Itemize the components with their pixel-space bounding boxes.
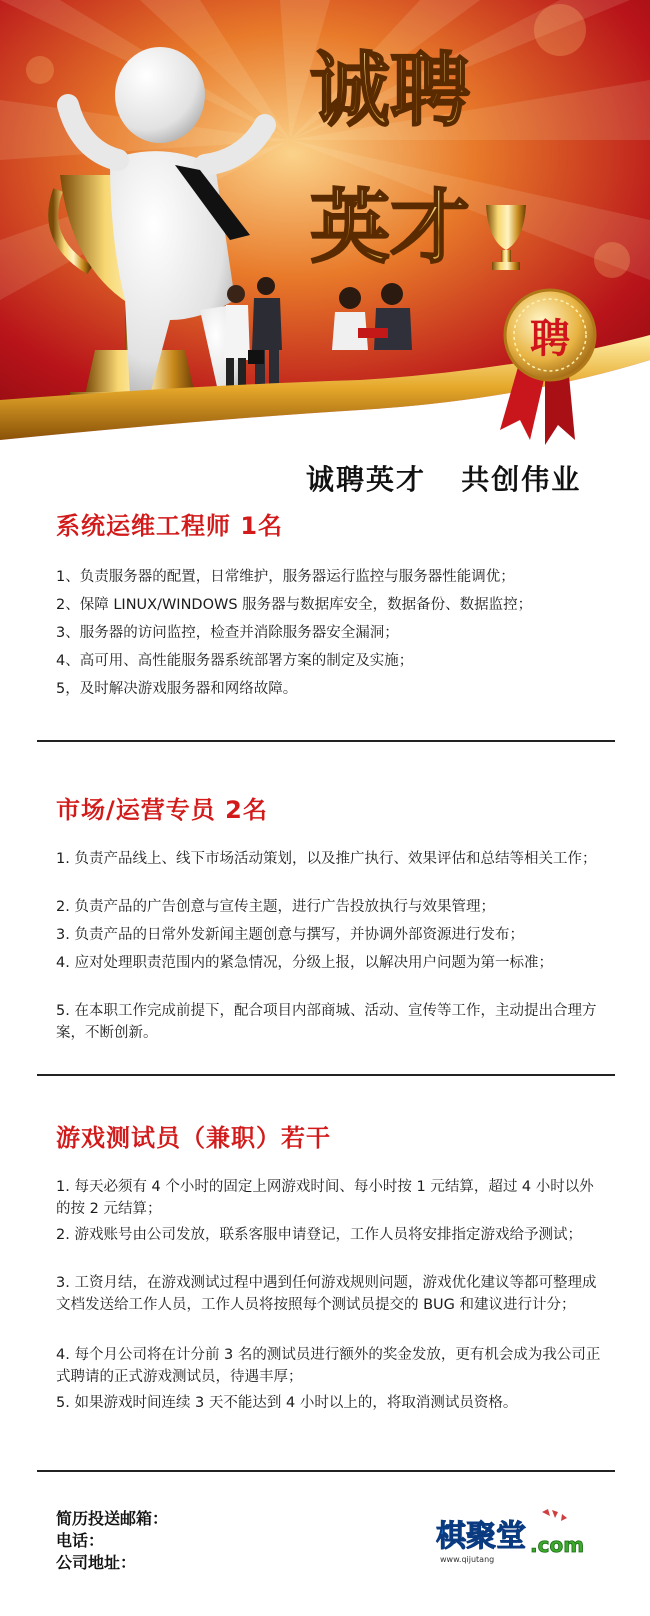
- list-item: 3. 工资月结，在游戏测试过程中遇到任何游戏规则问题，游戏优化建议等都可整理成文档发送给工作人员，工作人员将按照每个测试员提交的 BUG 和建议进行计分；: [56, 1275, 597, 1313]
- section-title-ops-engineer: 系统运维工程师 1名: [56, 512, 284, 540]
- list-item: 4. 每个月公司将在计分前 3 名的测试员进行额外的奖金发放，更有机会成为我公司正式聘请的正式游戏测试员，待遇丰厚；: [56, 1347, 601, 1385]
- list-item: 2. 游戏账号由公司发放，联系客服申请登记，工作人员将安排指定游戏给予测试；: [56, 1227, 582, 1243]
- divider: [37, 1470, 615, 1472]
- divider: [37, 1074, 615, 1076]
- list-item: 2、保障 LINUX/WINDOWS 服务器与数据库安全，数据备份、数据监控；: [56, 597, 533, 613]
- contact-phone-label: 电话：: [56, 1531, 105, 1550]
- list-item: 5. 如果游戏时间连续 3 天不能达到 4 小时以上的，将取消测试员资格。: [56, 1395, 518, 1411]
- hero-banner: [0, 0, 650, 520]
- divider: [37, 740, 615, 742]
- list-item: 5，及时解决游戏服务器和网络故障。: [56, 681, 298, 697]
- hero-artwork: [0, 0, 650, 520]
- list-item: 1、负责服务器的配置，日常维护，服务器运行监控与服务器性能调优；: [56, 569, 515, 585]
- contact-email-label: 简历投送邮箱：: [56, 1509, 169, 1528]
- list-item: 2. 负责产品的广告创意与宣传主题，进行广告投放执行与效果管理；: [56, 899, 495, 915]
- list-item: 3、服务器的访问监控，检查并消除服务器安全漏洞；: [56, 625, 399, 641]
- company-logo: [434, 1508, 594, 1568]
- logo-name: 棋聚堂: [436, 1519, 526, 1554]
- list-item: 1. 负责产品线上、线下市场活动策划，以及推广执行、效果评估和总结等相关工作；: [56, 851, 597, 867]
- slogan: 诚聘英才 共创伟业: [306, 463, 582, 496]
- list-item: 4、高可用、高性能服务器系统部署方案的制定及实施；: [56, 653, 414, 669]
- list-item: 3. 负责产品的日常外发新闻主题创意与撰写，并协调外部资源进行发布；: [56, 927, 524, 943]
- section-title-game-tester: 游戏测试员（兼职）若干: [56, 1124, 331, 1152]
- hero-title-2: 英才: [310, 180, 470, 274]
- list-item: 5. 在本职工作完成前提下，配合项目内部商城、活动、宣传等工作，主动提出合理方案，不断创新。: [56, 1003, 597, 1041]
- section-title-marketing: 市场/运营专员 2名: [56, 796, 268, 824]
- hero-title-1: 诚聘: [310, 43, 470, 137]
- logo-suffix: .com: [530, 1533, 585, 1557]
- list-item: 4. 应对处理职责范围内的紧急情况，分级上报，以解决用户问题为第一标准；: [56, 955, 553, 971]
- logo-url: www.qijutang: [440, 1555, 495, 1564]
- list-item: 1. 每天必须有 4 个小时的固定上网游戏时间、每小时按 1 元结算，超过 4 小时以外的按 2 元结算；: [56, 1179, 594, 1217]
- badge-text: 聘: [530, 315, 570, 362]
- contact-address-label: 公司地址：: [56, 1553, 137, 1572]
